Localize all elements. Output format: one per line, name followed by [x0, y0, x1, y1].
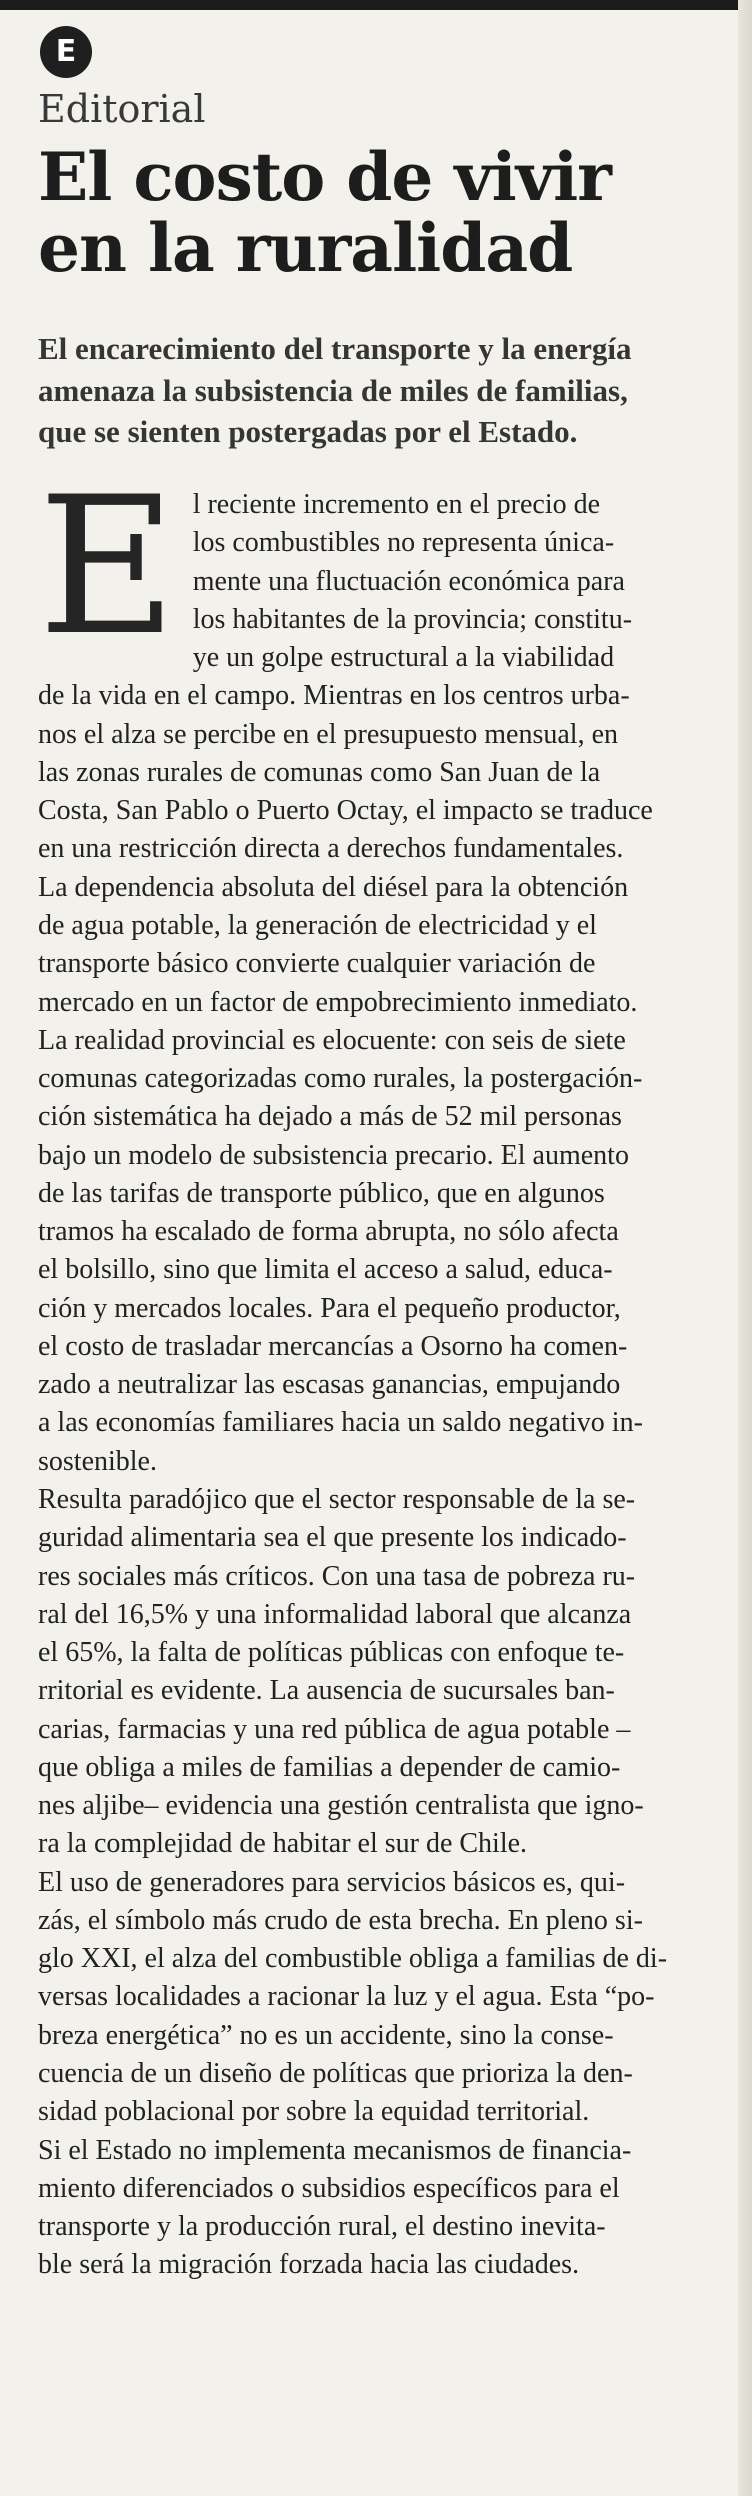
article-line: transporte básico convierte cualquier variación de — [38, 948, 596, 980]
drop-cap: E — [38, 456, 177, 678]
article-line: el costo de trasladar mercancías a Osorno ha comen- — [38, 1330, 628, 1362]
article-line: los habitantes de la provincia; constitu- — [192, 603, 633, 635]
article-line: a las economías familiares hacia un saldo negativo in- — [38, 1407, 643, 1439]
article-line: el 65%, la falta de políticas públicas con enfoque te- — [38, 1637, 625, 1669]
editorial-column — [38, 26, 708, 2285]
article-line: miento diferenciados o subsidios específicos para el — [38, 2172, 620, 2204]
article-line: l reciente incremento en el precio de — [192, 489, 601, 521]
article-line: en una restricción directa a derechos fundamentales. — [38, 833, 624, 865]
article-line: transporte y la producción rural, el destino inevita- — [38, 2211, 606, 2243]
article-line: de agua potable, la generación de electricidad y el — [38, 910, 597, 942]
top-rule — [0, 0, 752, 10]
article-paragraph — [38, 1022, 708, 1481]
article-line: ción y mercados locales. Para el pequeño productor, — [38, 1292, 621, 1324]
article-line: Costa, San Pablo o Puerto Octay, el impacto se traduce — [38, 795, 653, 827]
article-line: zado a neutralizar las escasas ganancias, empujando — [38, 1369, 621, 1401]
page-edge — [738, 0, 752, 2496]
article-line: tramos ha escalado de forma abrupta, no sólo afecta — [38, 1216, 619, 1248]
article-line: mente una fluctuación económica para — [192, 565, 625, 597]
article-line: comunas categorizadas como rurales, la postergación- — [38, 1063, 643, 1095]
section-label: Editorial — [38, 87, 206, 131]
article-line: nes aljibe– evidencia una gestión centralista que igno- — [38, 1790, 644, 1822]
headline-line: El costo de vivir — [38, 137, 611, 216]
deck — [38, 328, 708, 452]
article-line: bajo un modelo de subsistencia precario. El aumento — [38, 1139, 629, 1171]
article-line: rritorial es evidente. La ausencia de sucursales ban- — [38, 1675, 615, 1707]
article-line: que obliga a miles de familias a depender de camio- — [38, 1751, 621, 1783]
article-line: de las tarifas de transporte público, que en algunos — [38, 1177, 605, 1209]
article-line: mercado en un factor de empobrecimiento inmediato. — [38, 986, 638, 1018]
article-line: La dependencia absoluta del diésel para la obtención — [38, 871, 629, 903]
article-line: ral del 16,5% y una informalidad laboral que alcanza — [38, 1598, 632, 1630]
article-line: sostenible. — [38, 1445, 157, 1477]
article-line: el bolsillo, sino que limita el acceso a salud, educa- — [38, 1254, 613, 1286]
deck-line: El encarecimiento del transporte y la energía — [38, 331, 632, 367]
article-line: los combustibles no representa única- — [192, 527, 615, 559]
article-paragraph — [38, 2132, 708, 2285]
headline — [38, 137, 708, 287]
article-line: guridad alimentaria sea el que presente los indicado- — [38, 1522, 627, 1554]
deck-line: que se sienten postergadas por el Estado. — [38, 413, 578, 449]
article-line: Resulta paradójico que el sector responsable de la se- — [38, 1484, 636, 1515]
article-line: zás, el símbolo más crudo de esta brecha. En pleno si- — [38, 1904, 643, 1936]
article-line: ye un golpe estructural a la viabilidad — [192, 642, 615, 674]
section-badge: E — [40, 26, 92, 78]
article-line: sidad poblacional por sobre la equidad territorial. — [38, 2096, 590, 2128]
article-line: res sociales más críticos. Con una tasa de pobreza ru- — [38, 1560, 636, 1592]
headline-line: en la ruralidad — [38, 208, 573, 287]
article-body — [38, 456, 708, 2284]
article-line: El uso de generadores para servicios básicos es, qui- — [38, 1866, 626, 1898]
article-paragraph — [38, 1864, 708, 2132]
article-line: ble será la migración forzada hacia las ciudades. — [38, 2249, 580, 2281]
deck-line: amenaza la subsistencia de miles de familias, — [38, 372, 628, 408]
article-line: breza energética” no es un accidente, sino la conse- — [38, 2019, 614, 2051]
article-line: carias, farmacias y una red pública de agua potable – — [38, 1713, 631, 1745]
article-line: ción sistemática ha dejado a más de 52 mil personas — [38, 1101, 622, 1133]
article-line: Si el Estado no implementa mecanismos de financia- — [38, 2134, 632, 2166]
article-line: cuencia de un diseño de políticas que prioriza la den- — [38, 2057, 633, 2089]
article-line: versas localidades a racionar la luz y el agua. Esta “po- — [38, 1981, 655, 2013]
article-line: glo XXI, el alza del combustible obliga a familias de di- — [38, 1943, 668, 1975]
article-paragraph — [38, 1481, 708, 1864]
article-line: ra la complejidad de habitar el sur de Chile. — [38, 1828, 528, 1860]
article-line: La realidad provincial es elocuente: con seis de siete — [38, 1024, 626, 1056]
article-line: las zonas rurales de comunas como San Juan de la — [38, 756, 601, 788]
article-line: de la vida en el campo. Mientras en los centros urba- — [38, 680, 630, 712]
article-line: nos el alza se percibe en el presupuesto mensual, en — [38, 718, 619, 750]
article-text — [38, 456, 708, 2284]
